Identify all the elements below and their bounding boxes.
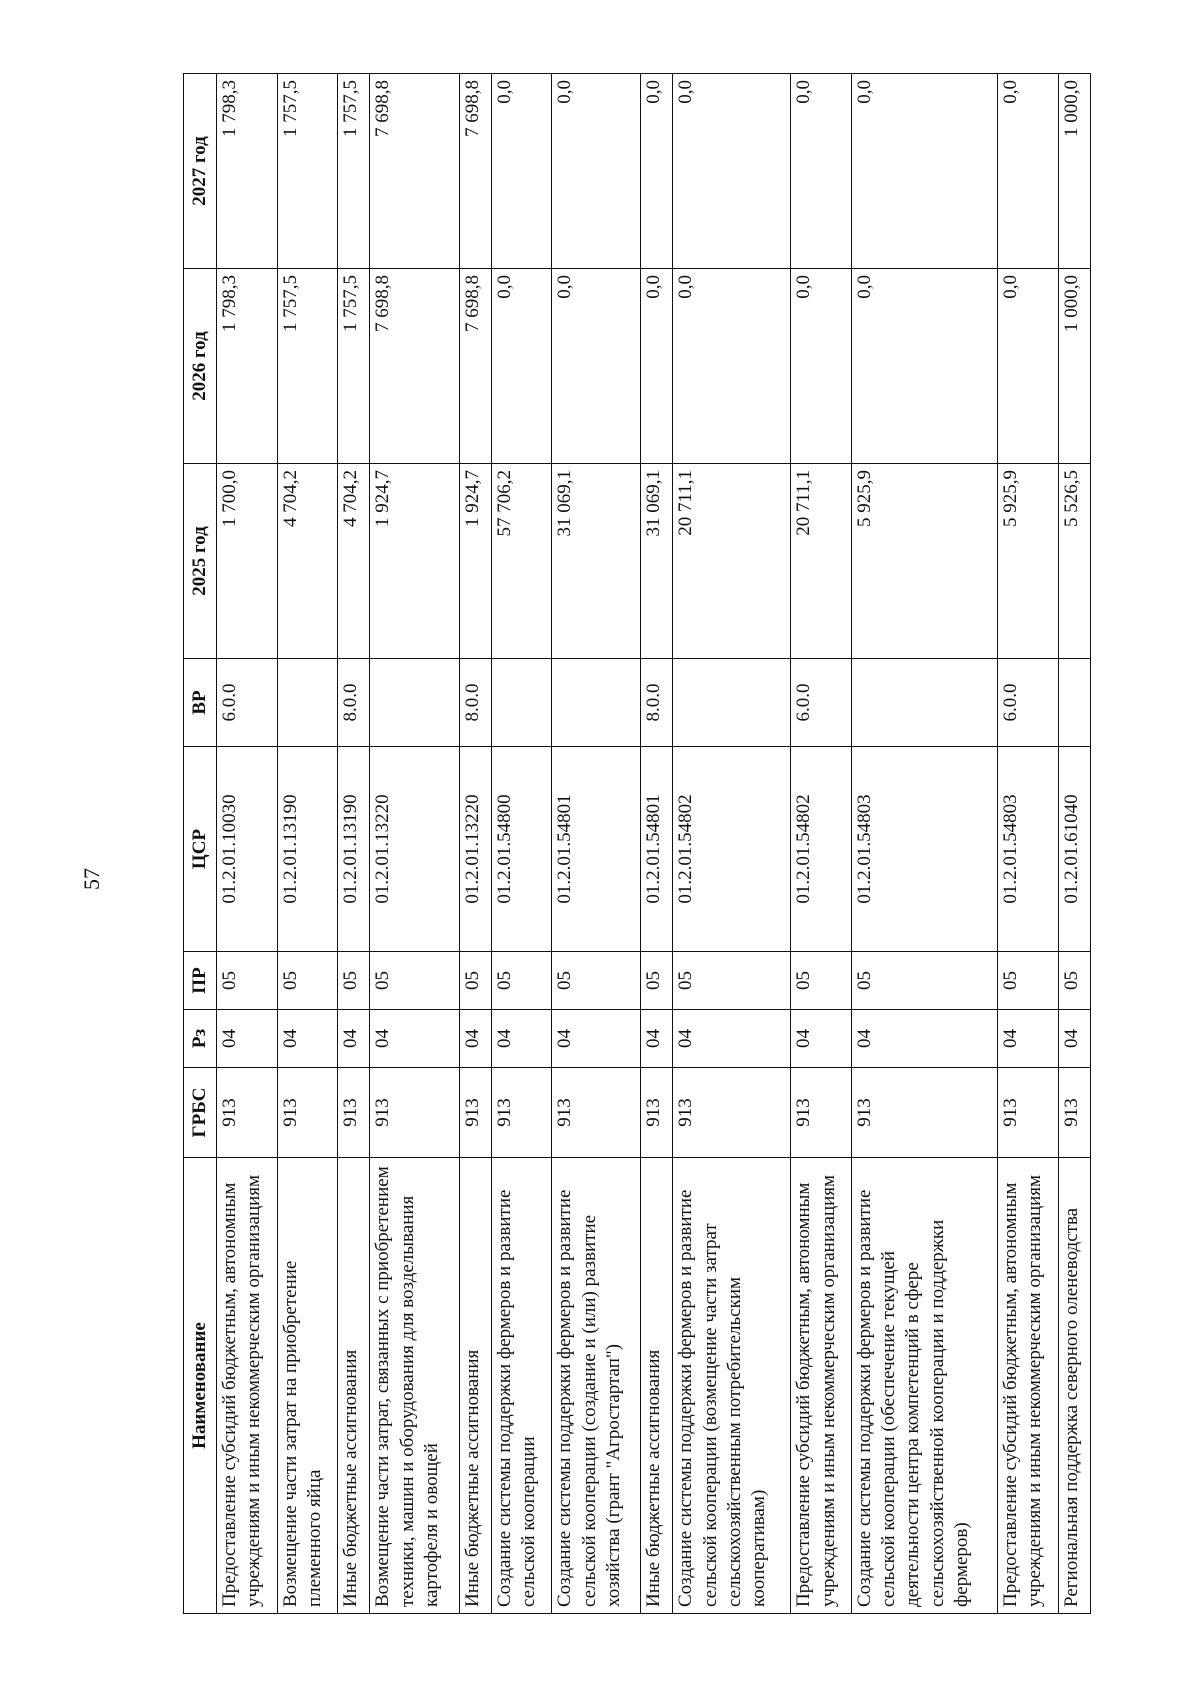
- table-body: [217, 74, 1091, 1614]
- cell-csr: 01.2.01.54802: [673, 747, 791, 952]
- table-row: [641, 74, 673, 1614]
- header-row: [184, 74, 217, 1614]
- table-row: [791, 74, 852, 1614]
- table-row: [1058, 74, 1090, 1614]
- cell-grbs: 913: [370, 1068, 459, 1158]
- cell-rz: 04: [552, 1010, 641, 1068]
- cell-2025: 1 700,0: [217, 464, 278, 659]
- cell-name: Иные бюджетные ассигнования: [338, 1158, 370, 1614]
- table-row: [491, 74, 552, 1614]
- header-pr: ПР: [184, 952, 217, 1010]
- cell-csr: 01.2.01.54801: [552, 747, 641, 952]
- cell-2025: 1 924,7: [459, 464, 491, 659]
- cell-2027: 7 698,8: [370, 74, 459, 269]
- cell-csr: 01.2.01.13220: [370, 747, 459, 952]
- header-name: Наименование: [184, 1158, 217, 1614]
- cell-rz: 04: [338, 1010, 370, 1068]
- page-number: 57: [79, 868, 104, 890]
- cell-vr: 8.0.0: [641, 659, 673, 747]
- cell-pr: 05: [338, 952, 370, 1010]
- cell-rz: 04: [217, 1010, 278, 1068]
- cell-2025: 4 704,2: [277, 464, 338, 659]
- cell-2025: 5 925,9: [998, 464, 1059, 659]
- cell-rz: 04: [791, 1010, 852, 1068]
- cell-vr: 8.0.0: [459, 659, 491, 747]
- table-row: [370, 74, 459, 1614]
- cell-vr: 6.0.0: [217, 659, 278, 747]
- cell-2025: 31 069,1: [641, 464, 673, 659]
- cell-csr: 01.2.01.10030: [217, 747, 278, 952]
- cell-name: Создание системы поддержки фермеров и развитие сельской кооперации (возмещение части затрат сельскохозяйственным потребительским кооперативам): [673, 1158, 791, 1614]
- cell-2027: 0,0: [491, 74, 552, 269]
- table-row: [998, 74, 1059, 1614]
- cell-name: Создание системы поддержки фермеров и развитие сельской кооперации (обеспечение текущей деятельности центра компетенций в сфере сельскохозяйственной кооперации и поддержки фермеров): [851, 1158, 997, 1614]
- cell-name: Региональная поддержка северного оленеводства: [1058, 1158, 1090, 1614]
- cell-rz: 04: [673, 1010, 791, 1068]
- cell-csr: 01.2.01.54800: [491, 747, 552, 952]
- cell-pr: 05: [277, 952, 338, 1010]
- cell-csr: 01.2.01.54801: [641, 747, 673, 952]
- cell-rz: 04: [641, 1010, 673, 1068]
- cell-2027: 7 698,8: [459, 74, 491, 269]
- cell-2027: 1 757,5: [338, 74, 370, 269]
- header-2027: 2027 год: [184, 74, 217, 269]
- cell-2026: 0,0: [552, 269, 641, 464]
- cell-pr: 05: [1058, 952, 1090, 1010]
- cell-2026: 1 757,5: [338, 269, 370, 464]
- budget-table: [183, 73, 1091, 1614]
- cell-name: Предоставление субсидий бюджетным, автономным учреждениям и иным некоммерческим организациям: [791, 1158, 852, 1614]
- cell-csr: 01.2.01.13190: [277, 747, 338, 952]
- cell-pr: 05: [791, 952, 852, 1010]
- cell-vr: 8.0.0: [338, 659, 370, 747]
- cell-2026: 1 000,0: [1058, 269, 1090, 464]
- cell-name: Предоставление субсидий бюджетным, автономным учреждениям и иным некоммерческим организациям: [217, 1158, 278, 1614]
- cell-name: Возмещение части затрат, связанных с приобретением техники, машин и оборудования для возделывания картофеля и овощей: [370, 1158, 459, 1614]
- rotated-table-container: [183, 74, 1091, 1614]
- cell-pr: 05: [641, 952, 673, 1010]
- cell-name: Предоставление субсидий бюджетным, автономным учреждениям и иным некоммерческим организациям: [998, 1158, 1059, 1614]
- cell-grbs: 913: [277, 1068, 338, 1158]
- table-row: [552, 74, 641, 1614]
- cell-vr: [370, 659, 459, 747]
- table-row: [277, 74, 338, 1614]
- table-row: [459, 74, 491, 1614]
- cell-csr: 01.2.01.13190: [338, 747, 370, 952]
- cell-pr: 05: [552, 952, 641, 1010]
- cell-csr: 01.2.01.61040: [1058, 747, 1090, 952]
- header-csr: ЦСР: [184, 747, 217, 952]
- cell-2026: 7 698,8: [459, 269, 491, 464]
- cell-grbs: 913: [552, 1068, 641, 1158]
- cell-2027: 1 798,3: [217, 74, 278, 269]
- table-row: [851, 74, 997, 1614]
- cell-name: Создание системы поддержки фермеров и развитие сельской кооперации: [491, 1158, 552, 1614]
- cell-2026: 0,0: [998, 269, 1059, 464]
- header-2026: 2026 год: [184, 269, 217, 464]
- cell-grbs: 913: [791, 1068, 852, 1158]
- cell-pr: 05: [459, 952, 491, 1010]
- cell-csr: 01.2.01.54803: [998, 747, 1059, 952]
- cell-2026: 0,0: [491, 269, 552, 464]
- cell-pr: 05: [370, 952, 459, 1010]
- cell-grbs: 913: [338, 1068, 370, 1158]
- cell-rz: 04: [459, 1010, 491, 1068]
- cell-2026: 1 757,5: [277, 269, 338, 464]
- cell-rz: 04: [491, 1010, 552, 1068]
- cell-grbs: 913: [459, 1068, 491, 1158]
- table-row: [673, 74, 791, 1614]
- cell-2027: 1 000,0: [1058, 74, 1090, 269]
- cell-grbs: 913: [641, 1068, 673, 1158]
- cell-2027: 0,0: [641, 74, 673, 269]
- cell-pr: 05: [851, 952, 997, 1010]
- cell-csr: 01.2.01.13220: [459, 747, 491, 952]
- cell-2025: 31 069,1: [552, 464, 641, 659]
- cell-grbs: 913: [217, 1068, 278, 1158]
- cell-csr: 01.2.01.54802: [791, 747, 852, 952]
- cell-rz: 04: [1058, 1010, 1090, 1068]
- cell-name: Иные бюджетные ассигнования: [459, 1158, 491, 1614]
- cell-name: Создание системы поддержки фермеров и развитие сельской кооперации (создание и (или) развитие хозяйства (грант "Агростартап"): [552, 1158, 641, 1614]
- cell-2026: 0,0: [673, 269, 791, 464]
- cell-pr: 05: [998, 952, 1059, 1010]
- cell-csr: 01.2.01.54803: [851, 747, 997, 952]
- cell-2027: 0,0: [791, 74, 852, 269]
- cell-rz: 04: [851, 1010, 997, 1068]
- cell-name: Возмещение части затрат на приобретение племенного яйца: [277, 1158, 338, 1614]
- cell-name: Иные бюджетные ассигнования: [641, 1158, 673, 1614]
- cell-2025: 1 924,7: [370, 464, 459, 659]
- cell-grbs: 913: [998, 1068, 1059, 1158]
- cell-vr: [552, 659, 641, 747]
- header-2025: 2025 год: [184, 464, 217, 659]
- cell-2026: 0,0: [791, 269, 852, 464]
- cell-2027: 0,0: [552, 74, 641, 269]
- cell-2025: 5 925,9: [851, 464, 997, 659]
- cell-rz: 04: [370, 1010, 459, 1068]
- cell-2026: 0,0: [641, 269, 673, 464]
- cell-2026: 1 798,3: [217, 269, 278, 464]
- cell-2025: 5 526,5: [1058, 464, 1090, 659]
- cell-vr: [491, 659, 552, 747]
- cell-rz: 04: [277, 1010, 338, 1068]
- cell-pr: 05: [217, 952, 278, 1010]
- cell-grbs: 913: [1058, 1068, 1090, 1158]
- cell-vr: 6.0.0: [998, 659, 1059, 747]
- cell-vr: [1058, 659, 1090, 747]
- table-row: [338, 74, 370, 1614]
- cell-2026: 7 698,8: [370, 269, 459, 464]
- cell-pr: 05: [491, 952, 552, 1010]
- cell-2027: 0,0: [998, 74, 1059, 269]
- cell-2025: 4 704,2: [338, 464, 370, 659]
- cell-grbs: 913: [673, 1068, 791, 1158]
- cell-grbs: 913: [851, 1068, 997, 1158]
- header-vr: ВР: [184, 659, 217, 747]
- cell-vr: [673, 659, 791, 747]
- cell-rz: 04: [998, 1010, 1059, 1068]
- header-rz: Рз: [184, 1010, 217, 1068]
- cell-2026: 0,0: [851, 269, 997, 464]
- cell-vr: 6.0.0: [791, 659, 852, 747]
- cell-2025: 20 711,1: [791, 464, 852, 659]
- cell-grbs: 913: [491, 1068, 552, 1158]
- cell-2027: 0,0: [851, 74, 997, 269]
- cell-pr: 05: [673, 952, 791, 1010]
- cell-2027: 0,0: [673, 74, 791, 269]
- cell-vr: [851, 659, 997, 747]
- table-row: [217, 74, 278, 1614]
- header-grbs: ГРБС: [184, 1068, 217, 1158]
- cell-vr: [277, 659, 338, 747]
- cell-2027: 1 757,5: [277, 74, 338, 269]
- cell-2025: 57 706,2: [491, 464, 552, 659]
- cell-2025: 20 711,1: [673, 464, 791, 659]
